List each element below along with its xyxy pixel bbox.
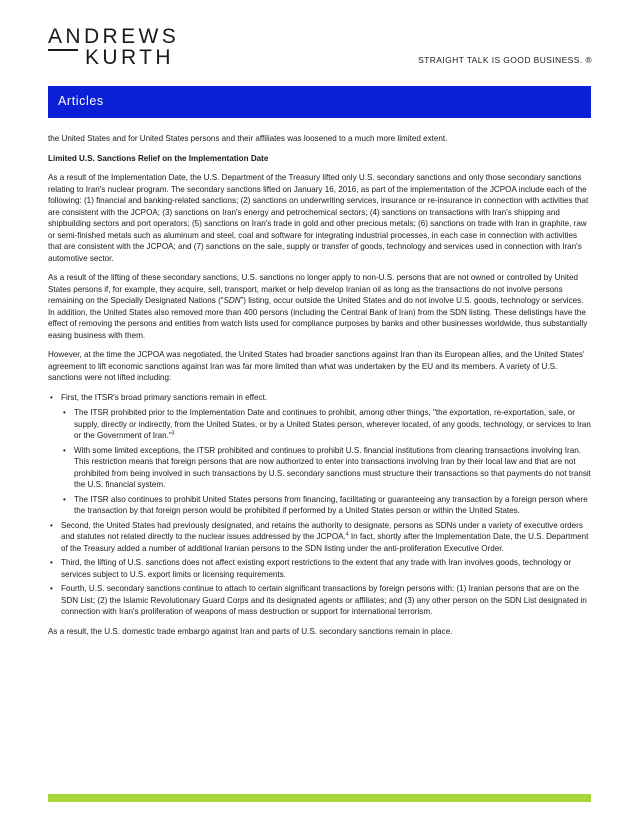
list-item-third: • Third, the lifting of U.S. sanctions does not affect existing export restrictions to the extent that any trade with Iran involves goods, technology or services subject to U.S. export limits or licensing requirements. bbox=[48, 557, 591, 580]
paragraph-2 bbox=[48, 272, 591, 341]
sub-item-1 bbox=[61, 407, 591, 442]
banner-title: Articles bbox=[58, 94, 104, 108]
sanctions-list bbox=[48, 392, 591, 618]
sub-item-3: • The ITSR also continues to prohibit United States persons from financing, facilitating or guaranteeing any transaction by a foreign person where the transaction by that foreign person would be prohibited if performed by a United States person or within the United States. bbox=[61, 494, 591, 517]
firm-logo[interactable] bbox=[48, 26, 179, 68]
article-body bbox=[48, 133, 591, 645]
tagline: STRAIGHT TALK IS GOOD BUSINESS. ® bbox=[418, 55, 592, 65]
paragraph-1: As a result of the Implementation Date, the U.S. Department of the Treasury lifted only U.S. secondary sanctions and only those secondary sanctions relating to Iran's nuclear program. The secondary sanctions lifted on January 16, 2016, as part of the implementation of the JCPOA include each of the following: (1) financial and banking-related sanctions; (2) sanctions on underwriting services, insurance or re-insurance in connection with activities that are consistent with the JCPOA; (3) sanctions on Iran's energy and petrochemical sectors; (4) sanctions on transactions with Iran's shipping and shipbuilding sectors and port operators; (5) sanctions on Iran's trade in gold and other precious metals; (6) sanctions on trade with Iran in graphite, raw or semi-finished metals such as aluminum and steel, coal and software for integrating industrial processes, in each case in connection with activities that are consistent with the JCPOA; and (7) sanctions on the sale, supply or transfer of goods, technology and services used in connection with Iran's automotive sector. bbox=[48, 173, 589, 263]
footnote-3[interactable]: 3 bbox=[171, 430, 175, 437]
list-item-second-part-b: In fact, shortly after the Implementation Date, the U.S. Department of the Treasury added a number of additional Iranian persons to the SDN listing under the anti-proliferation Executive Order. bbox=[61, 532, 589, 553]
list-item-second-part-a: Second, the United States had previously designated, and retains the authority to designate, persons as SDNs under a variety of executive orders and statutes not related directly to the nuclear issues addressed by the JCPOA. bbox=[61, 520, 583, 541]
footer-bar bbox=[48, 794, 591, 802]
sub-list bbox=[61, 407, 591, 517]
paragraph-2-part-b: ”) listing, occur outside the United States and do not involve U.S. goods, technology or services. In addition, the United States also removed more than 400 persons (including the Central Bank of Iran) from the SDN listing. These delistings have the effect of removing the persons and entities from watch lists used for compliance purposes by banks and other businesses worldwide, thus substantially easing business with them. bbox=[48, 296, 588, 340]
section-banner bbox=[48, 86, 591, 118]
list-item-first bbox=[48, 392, 591, 517]
closing-paragraph: As a result, the U.S. domestic trade embargo against Iran and parts of U.S. secondary sanctions remain in place. bbox=[48, 626, 453, 636]
paragraph-3: However, at the time the JCPOA was negotiated, the United States had broader sanctions against Iran than its European allies, and the United States' agreement to lift economic sanctions against Iran was far more limited than what was undertaken by the EU and its members. A variety of U.S. sanctions were not lifted including: bbox=[48, 350, 585, 382]
list-item-second bbox=[48, 520, 591, 555]
sub-item-2: • With some limited exceptions, the ITSR prohibited and continues to prohibit U.S. financial institutions from clearing transactions involving Iran. This restriction means that foreign persons that are now authorized to enter into transactions involving Iran by their local law and that are not prohibited from being involved in such transactions by U.S. secondary sanctions must structure their transactions so that payments do not transit the U.S. financial system. bbox=[61, 445, 591, 491]
logo-line-andrews: ANDREWS bbox=[48, 25, 180, 48]
sdn-term: SDN bbox=[223, 296, 241, 305]
section-heading: Limited U.S. Sanctions Relief on the Implementation Date bbox=[48, 153, 269, 163]
logo-rule bbox=[48, 49, 78, 51]
footnote-4[interactable]: 4 bbox=[345, 531, 349, 538]
list-item-fourth: • Fourth, U.S. secondary sanctions continue to attach to certain significant transactions by foreign persons with: (1) Iranian persons that are on the SDN List; (2) the Islamic Revolutionary Guard Corps and its designated agents or affiliates; and (3) any other person on the SDN List designated in connection with Iran's proliferation of weapons of mass destruction or support for international terrorism. bbox=[48, 583, 591, 618]
page-header bbox=[0, 0, 640, 86]
list-item-first-text: First, the ITSR's broad primary sanctions remain in effect. bbox=[61, 392, 268, 402]
paragraph-2-part-a: As a result of the lifting of these secondary sanctions, U.S. sanctions no longer apply to non-U.S. persons that are not owned or controlled by United States persons if, for example, they acquire, sell, transport, market or help develop Iranian oil as long as the transactions do not involve persons remaining on the Specially Designated Nations (“ bbox=[48, 273, 578, 305]
logo-line-kurth: KURTH bbox=[85, 46, 174, 69]
sub-item-1-text: The ITSR prohibited prior to the Implementation Date and continues to prohibit, among other things, "the exportation, re-exportation, sale, or supply, directly or indirectly, from the United States, or by a United States person, wherever located, of any goods, technology, or services to Iran or the Government of Iran." bbox=[74, 408, 591, 440]
intro-paragraph: the United States and for United States persons and their affiliates was loosened to a much more limited extent. bbox=[48, 134, 448, 143]
